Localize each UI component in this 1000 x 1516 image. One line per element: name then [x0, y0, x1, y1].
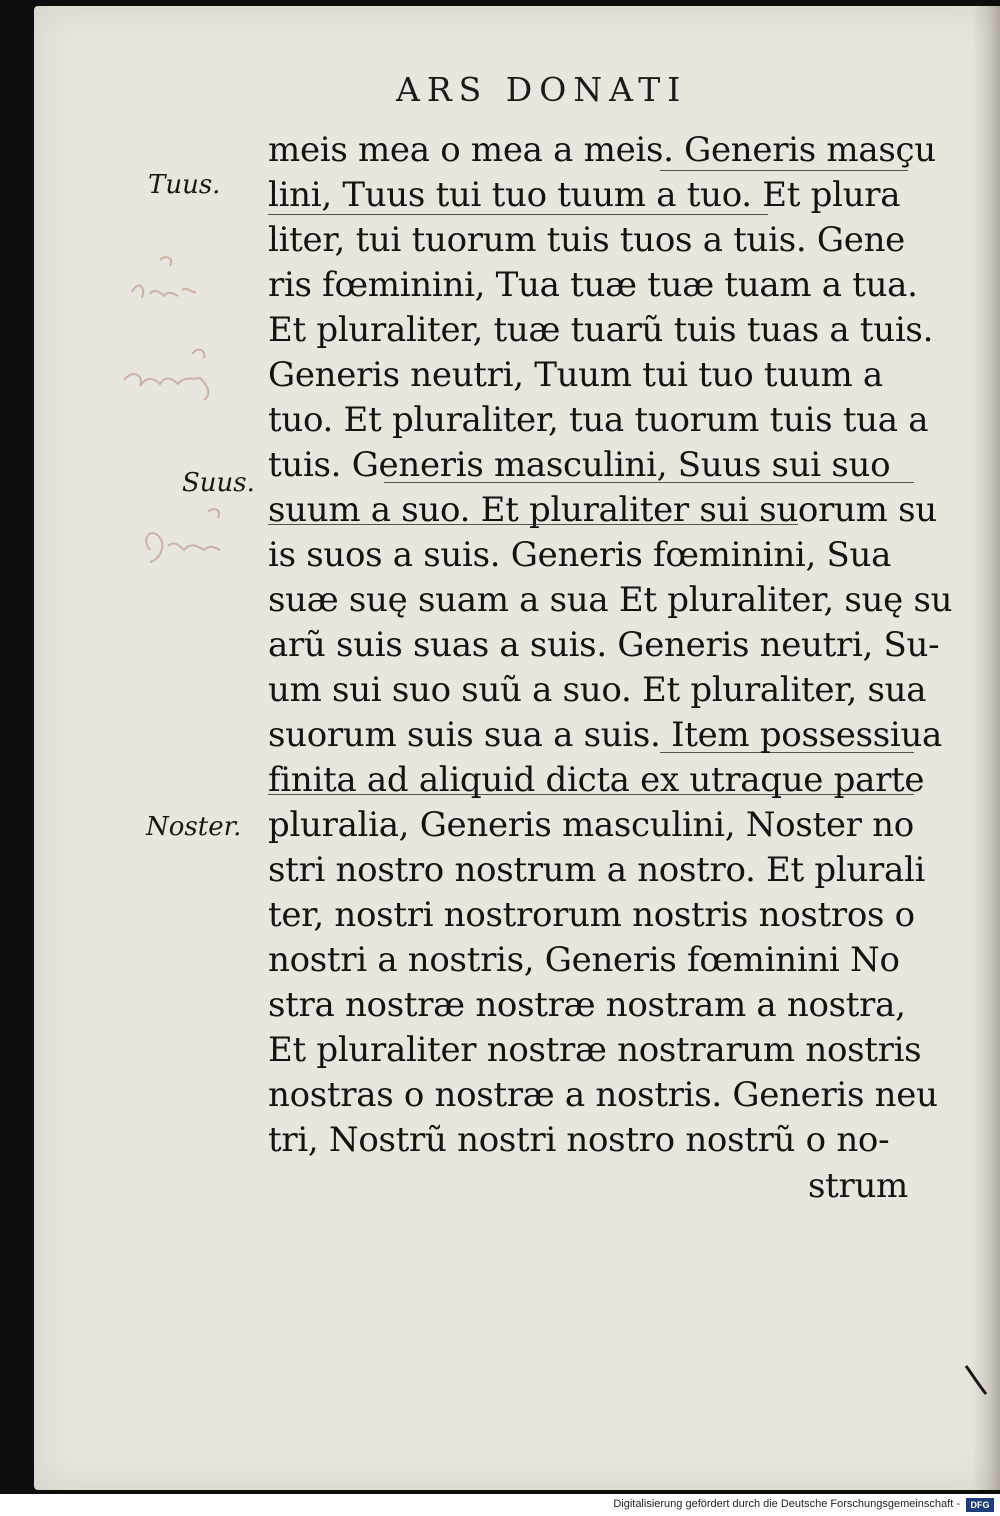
- text-line: is suos a suis. Generis fœminini, Sua: [268, 535, 892, 575]
- footer-bar: [0, 1494, 1000, 1516]
- running-head: ARS DONATI: [396, 70, 688, 109]
- text-line: nostras o nostræ a nostris. Generis neu: [268, 1075, 938, 1115]
- text-line: tuo. Et pluraliter, tua tuorum tuis tua a: [268, 400, 929, 440]
- catchword: strum: [808, 1166, 909, 1206]
- margin-note-noster: Noster.: [146, 812, 242, 842]
- text-line: suæ suę suam a sua Et pluraliter, suę su: [268, 580, 953, 620]
- margin-note-tuus: Tuus.: [148, 170, 221, 200]
- text-line: suum a suo. Et pluraliter sui suorum su: [268, 490, 937, 530]
- ink-mark-graphic: [962, 1360, 992, 1400]
- text-line: pluralia, Generis masculini, Noster no: [268, 805, 914, 845]
- text-line: ris fœminini, Tua tuæ tuæ tuam a tua.: [268, 265, 918, 305]
- pencil-scribble-graphic: [120, 250, 240, 590]
- text-line: tri, Nostrũ nostri nostro nostrũ o no-: [268, 1120, 890, 1160]
- footer-credit: Digitalisierung gefördert durch die Deutsche Forschungsgemeinschaft -: [613, 1498, 960, 1510]
- text-line: tuis. Generis masculini, Suus sui suo: [268, 445, 891, 485]
- underline-rule: [660, 170, 908, 171]
- text-line: Et pluraliter nostræ nostrarum nostris: [268, 1030, 922, 1070]
- text-line: Et pluraliter, tuæ tuarũ tuis tuas a tuis.: [268, 310, 934, 350]
- text-line: meis mea o mea a meis. Generis masçu: [268, 130, 936, 170]
- text-line: um sui suo suũ a suo. Et pluraliter, sua: [268, 670, 927, 710]
- text-line: arũ suis suas a suis. Generis neutri, Su-: [268, 625, 940, 665]
- text-line: Generis neutri, Tuum tui tuo tuum a: [268, 355, 883, 395]
- text-line: nostri a nostris, Generis fœminini No: [268, 940, 900, 980]
- text-line: stra nostræ nostræ nostram a nostra,: [268, 985, 906, 1025]
- text-line: lini, Tuus tui tuo tuum a tuo. Et plura: [268, 175, 901, 215]
- text-line: liter, tui tuorum tuis tuos a tuis. Gene: [268, 220, 905, 260]
- page-edge-shadow: [972, 6, 1000, 1490]
- dfg-logo: DFG: [966, 1498, 994, 1512]
- margin-note-suus: Suus.: [182, 468, 255, 498]
- text-line: suorum suis sua a suis. Item possessiua: [268, 715, 943, 755]
- text-line: ter, nostri nostrorum nostris nostros o: [268, 895, 915, 935]
- text-line: finita ad aliquid dicta ex utraque parte: [268, 760, 925, 800]
- text-line: stri nostro nostrum a nostro. Et plurali: [268, 850, 926, 890]
